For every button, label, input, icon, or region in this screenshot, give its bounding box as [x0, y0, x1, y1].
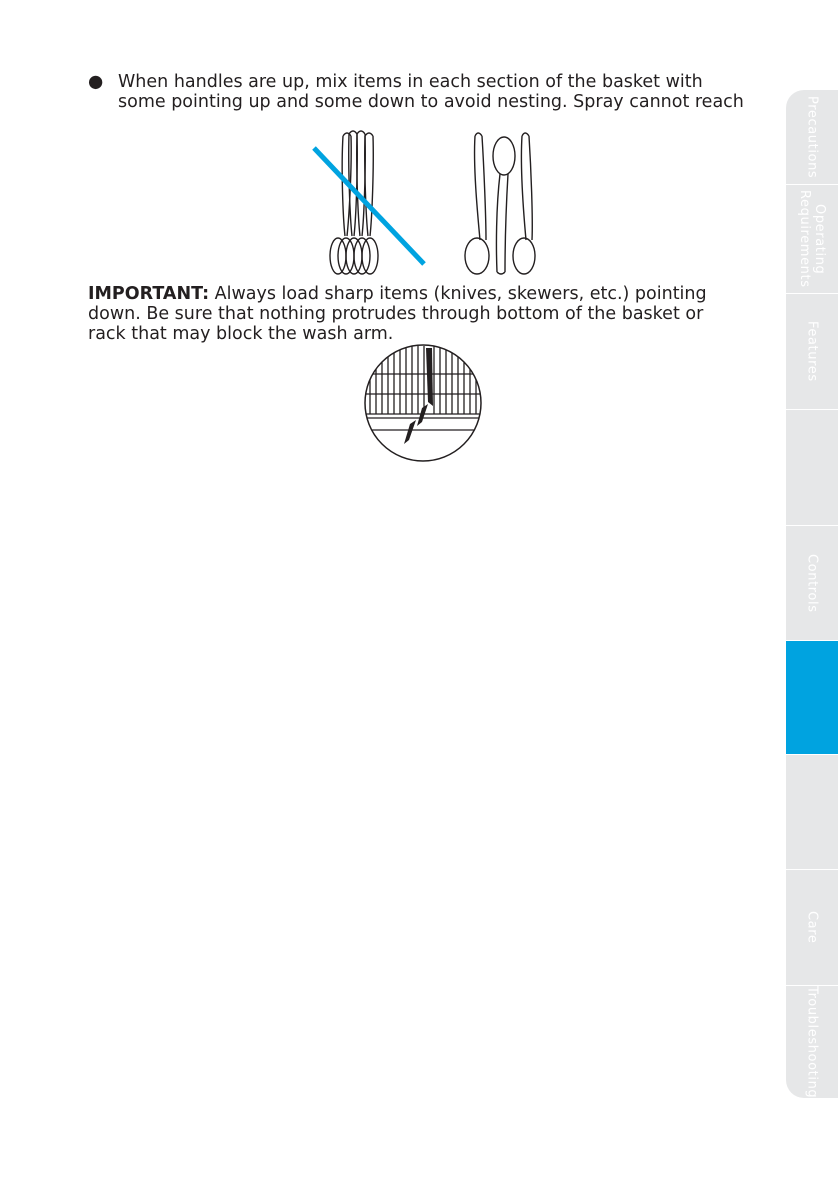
tab-precautions-label: Precautions: [804, 95, 820, 179]
important-line-3: rack that may block the wash arm.: [88, 324, 394, 344]
tab-troubleshooting[interactable]: [786, 986, 838, 1098]
bullet-paragraph: [88, 72, 768, 112]
tab-active-section[interactable]: [786, 641, 838, 754]
tab-section-4[interactable]: [786, 410, 838, 525]
spoons-nesting-illustration: [300, 128, 540, 276]
tab-troubleshooting-label: Troubleshooting: [804, 986, 820, 1098]
important-line-1: [88, 284, 768, 304]
mixed-spoons-group: [465, 133, 535, 274]
tab-controls-label: Controls: [804, 553, 820, 613]
bullet-line-1: When handles are up, mix items in each section of the basket with: [118, 72, 703, 92]
important-label: IMPORTANT:: [88, 284, 210, 304]
basket-rack-illustration: [362, 342, 484, 464]
tab-care-label: Care: [804, 911, 820, 944]
important-paragraph: [88, 284, 768, 344]
tab-care[interactable]: [786, 870, 838, 985]
bullet-line-2: some pointing up and some down to avoid nesting. Spray cannot reach: [118, 92, 744, 112]
tab-features-label: Features: [804, 321, 820, 382]
tab-precautions[interactable]: [786, 90, 838, 184]
rack-tines: [370, 346, 476, 414]
tab-operating-requirements-label: Operating Requirements: [797, 190, 827, 288]
tab-controls[interactable]: [786, 526, 838, 640]
nested-spoons-group: [330, 131, 378, 274]
tab-features[interactable]: [786, 294, 838, 409]
important-line-2: down. Be sure that nothing protrudes through bottom of the basket or: [88, 304, 704, 324]
important-line-1-text: Always load sharp items (knives, skewers, etc.) pointing: [209, 284, 707, 304]
tab-section-7[interactable]: [786, 755, 838, 869]
tab-operating-requirements[interactable]: [786, 185, 838, 293]
bullet-symbol: ●: [88, 72, 104, 92]
